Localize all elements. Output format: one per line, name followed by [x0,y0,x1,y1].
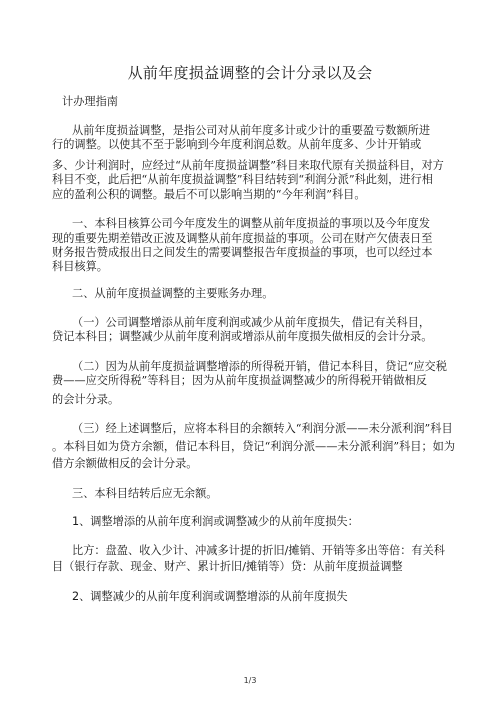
paragraph-line: （一）公司调整增添从前年度利润或减少从前年度损失，借记有关科目， [72,316,431,329]
document-title: 从前年度损益调整的会计分录以及会 [127,64,373,82]
paragraph-line: 从前年度损益调整，是指公司对从前年度多计或少计的重要盈亏数额所进 [72,124,431,137]
section-heading: 三、本科目结转后应无余额。 [72,487,218,500]
paragraph-line: 科目不变，此后把“从前年度损益调整”科目结转到“利润分派”科此刻，进行相 [52,173,433,186]
paragraph-line: 。本科目如为贷方余额，借记本科目，贷记“利润分派——未分派利润”科目；如为 [52,440,456,453]
paragraph-line: 应的盈利公积的调整。最后不可以影响当期的“今年利润”科目。 [52,188,366,201]
paragraph-line: 费——应交所得税”等科目；因为从前年度损益调整减少的所得税开销做相反 [52,374,427,387]
document-subtitle: 计办理指南 [62,95,118,108]
paragraph-line: 借方余额做相反的会计分录。 [52,457,198,470]
paragraph-line: 财务报告赞成报出日之间发生的需要调整报告年度损益的事项，也可以经过本 [52,246,433,259]
paragraph-line: （三）经上述调整后，应将本科目的余额转入“利润分派——未分派利润”科目 [72,422,453,435]
page-number: 1/3 [243,676,257,685]
section-heading: 二、从前年度损益调整的主要账务办理。 [72,287,274,300]
paragraph-line: 目（银行存款、现金、财产、累计折旧/摊销等）贷：从前年度损益调整 [52,560,403,573]
paragraph-line: 的会计分录。 [52,393,120,406]
paragraph-line: 比方：盘盈、收入少计、冲减多计提的折旧/摊销、开销等多出等倍：有关科 [72,544,445,557]
paragraph-line: 现的重要先期差错改正波及调整从前年度损益的事项。公司在财产欠债表日至 [52,232,433,245]
paragraph-line: 多、少计利润时，应经过“从前年度损益调整”科目来取代原有关损益科目，对方 [52,159,444,172]
section-subheading: 2、调整减少的从前年度利润或调整增添的从前年度损失 [72,590,348,603]
paragraph-line: 科目核算。 [52,260,108,273]
paragraph-line: 贷记本科目；调整减少从前年度利润或增添从前年度损失做相反的会计分录。 [52,330,433,343]
section-subheading: 1、调整增添的从前年度利润或调整减少的从前年度损失： [72,515,359,528]
paragraph-line: 行的调整。以使其不至于影响到今年度利润总数。从前年度多、少计开销或 [52,138,422,151]
paragraph-line: 一、本科目核算公司今年度发生的调整从前年度损益的事项以及今年度发 [72,217,431,230]
paragraph-line: （二）因为从前年度损益调整增添的所得税开销，借记本科目，贷记“应交税 [72,360,447,373]
